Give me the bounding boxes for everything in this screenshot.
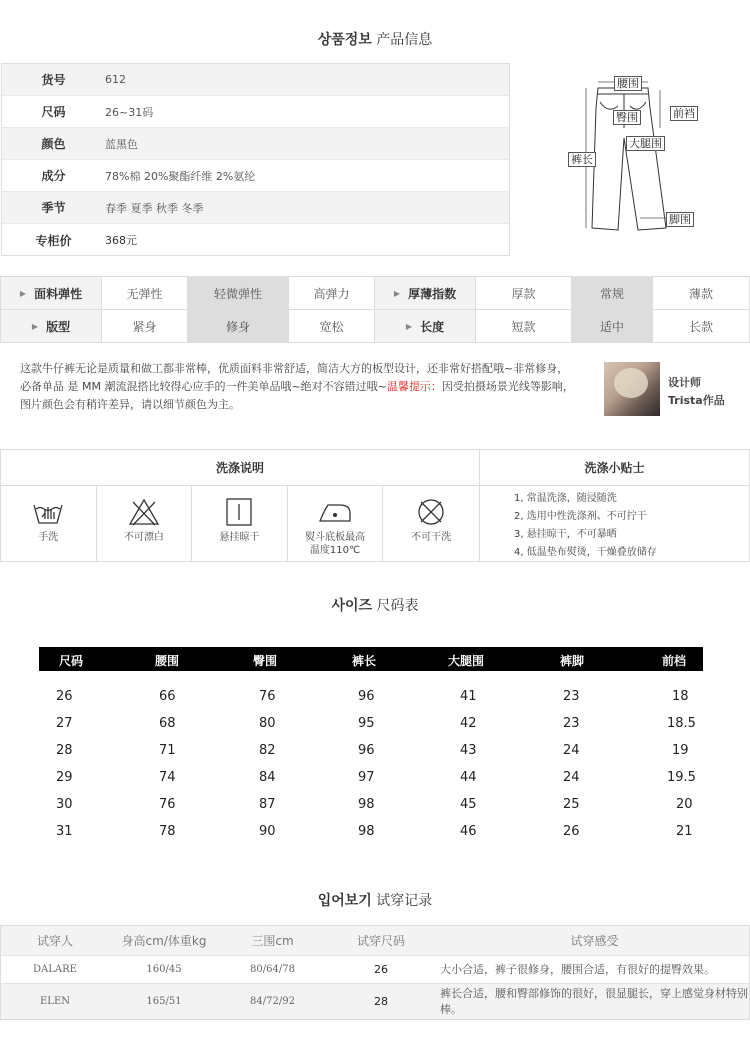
table-row: 26 66 76 96 41 23 18 xyxy=(56,689,689,704)
designer-credit: 设计师 Trista作品 xyxy=(668,376,725,407)
option-cell: 短款 xyxy=(476,310,572,342)
option-cell: 宽松 xyxy=(289,310,375,342)
option-cell: 薄款 xyxy=(688,286,713,301)
hem-label: 脚围 xyxy=(666,212,694,227)
thigh-label: 大腿围 xyxy=(626,136,665,151)
pants-measurement-diagram xyxy=(548,68,708,248)
option-cell: 高弹力 xyxy=(289,277,375,309)
iron-icon xyxy=(318,497,352,527)
option-cell-selected: 修身 xyxy=(188,310,289,342)
option-cell: 无弹性 xyxy=(102,277,188,309)
thickness-label: ▶ 厚薄指数 xyxy=(375,277,476,309)
wash-instruction-item: 手洗 xyxy=(1,486,97,561)
option-cell-selected: 常规 xyxy=(572,277,653,309)
washing-tips-header: 洗涤小贴士 xyxy=(480,450,749,486)
info-row: 专柜价 368元 xyxy=(35,233,137,248)
wash-instruction-item: 不可漂白 xyxy=(97,486,193,561)
table-row: 29 74 84 97 44 24 19.5 xyxy=(56,770,696,785)
hip-label: 臀围 xyxy=(613,110,641,125)
info-row: 尺码 26~31码 xyxy=(2,96,509,128)
tryon-table xyxy=(0,925,750,1020)
hang-dry-icon xyxy=(222,497,256,527)
triangle-right-icon: ▶ xyxy=(393,288,401,298)
option-cell: 厚款 xyxy=(476,277,572,309)
tryon-header-row: 试穿人 身高cm/体重kg 三围cm 试穿尺码 试穿感受 xyxy=(1,926,749,956)
option-cell: 长款 xyxy=(688,319,713,334)
wash-instruction-item: 悬挂晾干 xyxy=(192,486,288,561)
size-chart-body xyxy=(39,686,703,848)
no-bleach-icon xyxy=(127,497,161,527)
info-row: 颜色 蓝黑色 xyxy=(2,128,509,160)
length-label: 裤长 xyxy=(568,152,596,167)
table-row: ELEN 165/51 84/72/92 28 裤长合适，腰和臀部修饰的很好，很显腿长，穿上感觉身材特别棒。 xyxy=(1,984,749,1019)
product-description: 这款牛仔裤无论是质量和做工都非常棒，优质面料非常舒适，简洁大方的板型设计，还非常好搭配哦~非常修身， 必备单品 是 MM 潮流混搭比较得心应手的一件美单品哦~绝对不容错过哦~温馨提示：因受拍摄场景光线等影响， 图片颜色会有稍许差异，请以细节颜色为主。 xyxy=(20,362,574,411)
tryon-title: 입어보기 试穿记录 xyxy=(317,893,433,909)
designer-photo xyxy=(604,362,660,416)
warm-tip-label: 温馨提示： xyxy=(386,380,442,393)
table-row: 28 71 82 96 43 24 19 xyxy=(56,743,689,758)
info-row: 货号 612 xyxy=(2,64,509,96)
fit-label: ▶ 版型 xyxy=(1,310,102,342)
elasticity-label: ▶ 面料弹性 xyxy=(1,277,102,309)
waist-label: 腰围 xyxy=(614,76,642,91)
product-info-title: 상품정보 产品信息 xyxy=(317,32,433,48)
washing-instructions xyxy=(0,449,750,562)
washing-header: 洗涤说明 xyxy=(1,450,479,486)
table-row: 27 68 80 95 42 23 18.5 xyxy=(56,716,696,731)
table-row: 31 78 90 98 46 26 21 xyxy=(56,824,693,839)
properties-row xyxy=(1,310,749,342)
fit-properties-table xyxy=(0,276,750,343)
no-dry-clean-icon xyxy=(414,497,448,527)
table-row: DALARE 160/45 80/64/78 26 大小合适，裤子很修身，腰围合适，有很好的提臀效果。 xyxy=(1,956,749,984)
wash-instruction-item: 不可干洗 xyxy=(383,486,479,561)
properties-row xyxy=(1,277,749,310)
triangle-right-icon: ▶ xyxy=(19,288,27,298)
option-cell-selected: 适中 xyxy=(572,310,653,342)
option-cell: 紧身 xyxy=(102,310,188,342)
option-cell-selected: 轻微弹性 xyxy=(188,277,289,309)
wash-instruction-item: 熨斗底板最高 温度110℃ xyxy=(288,486,384,561)
info-row: 成分 78%棉 20%聚酯纤维 2%氨纶 xyxy=(2,160,509,192)
table-row: 30 76 87 98 45 25 20 xyxy=(56,797,693,812)
washing-tips-list: 1, 常温洗涤，随浸随洗 2, 选用中性洗涤剂、不可拧干 3, 悬挂晾干，不可暴晒 4, 低温垫布熨烫，干燥叠放储存 xyxy=(514,493,657,558)
washing-tips-panel xyxy=(480,450,749,561)
size-chart-title: 사이즈 尺码表 xyxy=(331,598,419,614)
info-row: 季节 春季 夏季 秋季 冬季 xyxy=(2,192,509,224)
washing-icons-panel xyxy=(1,450,480,561)
triangle-right-icon: ▶ xyxy=(31,321,39,331)
length-label: ▶ 长度 xyxy=(375,310,476,342)
hand-wash-icon xyxy=(31,497,65,527)
triangle-right-icon: ▶ xyxy=(405,321,413,331)
size-chart-header: 尺码 腰围 臀围 裤长 大腿围 裤脚 前档 xyxy=(39,647,703,671)
product-info-table xyxy=(1,63,510,256)
rise-label: 前裆 xyxy=(670,106,698,121)
